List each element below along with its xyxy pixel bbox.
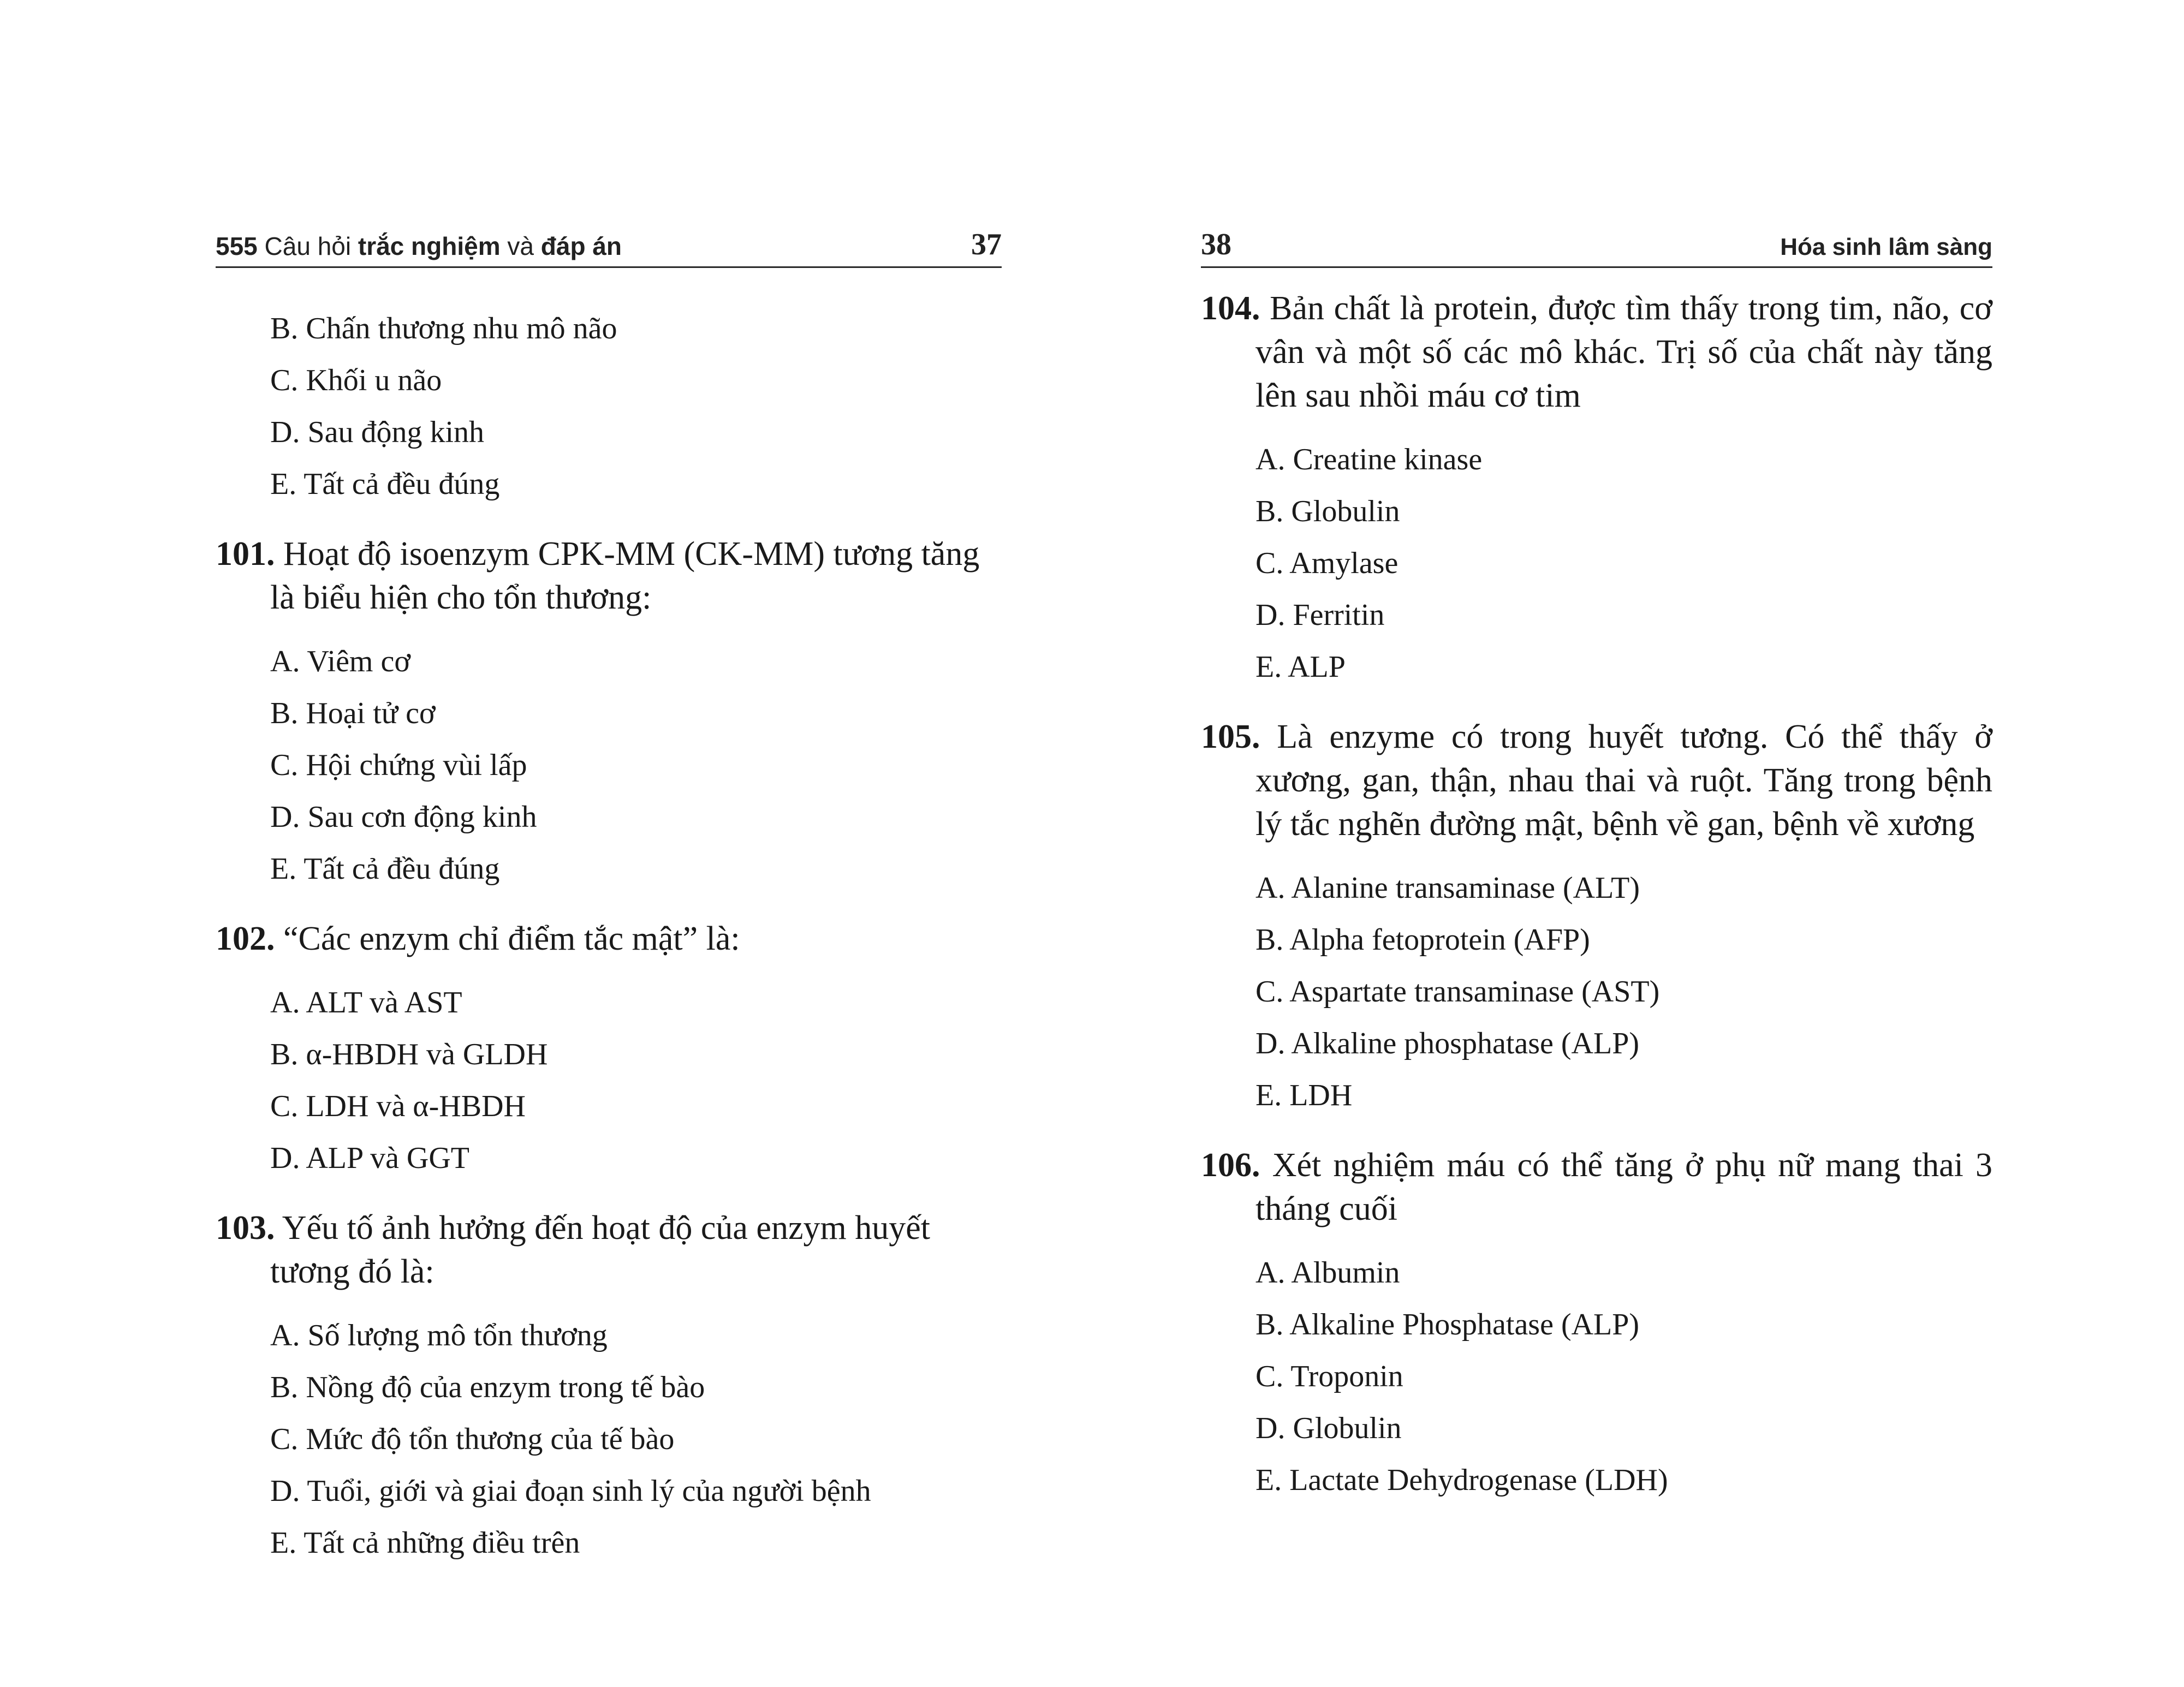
question-number: 101.	[216, 535, 275, 573]
option: A. Albumin	[1255, 1256, 1400, 1290]
question-number: 105.	[1201, 718, 1260, 755]
option: D. Globulin	[1255, 1411, 1402, 1445]
question-101	[216, 532, 1002, 619]
chapter-title: Hóa sinh lâm sàng	[1780, 234, 1992, 260]
question-105	[1201, 715, 1992, 846]
option: D. Alkaline phosphatase (ALP)	[1255, 1027, 1639, 1060]
right-page	[1201, 0, 1992, 1687]
option: E. Tất cả đều đúng	[270, 852, 500, 886]
option: D. ALP và GGT	[270, 1141, 470, 1175]
left-page-content	[216, 303, 1002, 1591]
question-text: Xét nghiệm máu có thể tăng ở phụ nữ mang thai 3 tháng cuối	[1255, 1147, 1993, 1227]
option: B. Hoại tử cơ	[270, 696, 436, 730]
option: A. Alanine transaminase (ALT)	[1255, 871, 1640, 905]
book-title-part: 555	[216, 232, 258, 260]
option: E. Tất cả đều đúng	[270, 467, 500, 501]
question-text: Bản chất là protein, được tìm thấy trong tim, não, cơ vân và một số các mô khác. Trị số của chất này tăng lên sau nhồi máu cơ tim	[1255, 290, 1993, 414]
option: A. Số lượng mô tổn thương	[270, 1319, 608, 1352]
question-text: Là enzyme có trong huyết tương. Có thể thấy ở xương, gan, thận, nhau thai và ruột. Tăng trong bệnh lý tắc nghẽn đường mật, bệnh về gan, bệnh về xương	[1255, 718, 1992, 843]
option: D. Tuổi, giới và giai đoạn sinh lý của người bệnh	[270, 1474, 871, 1508]
question-number: 104.	[1201, 290, 1260, 327]
question-106	[1201, 1143, 1992, 1231]
option: A. Viêm cơ	[270, 645, 410, 678]
question-106-options	[1201, 1247, 1992, 1506]
right-page-header	[1201, 223, 1992, 268]
question-number: 103.	[216, 1209, 275, 1247]
option: D. Sau động kinh	[270, 415, 484, 449]
left-page	[216, 0, 1002, 1687]
option: B. Chấn thương nhu mô não	[270, 312, 617, 345]
question-number: 106.	[1201, 1147, 1260, 1184]
option: E. Lactate Dehydrogenase (LDH)	[1255, 1463, 1668, 1497]
option: C. LDH và α-HBDH	[270, 1089, 526, 1123]
question-105-options	[1201, 862, 1992, 1122]
book-title-part: và	[500, 232, 541, 260]
option: A. Creatine kinase	[1255, 443, 1483, 476]
option: D. Ferritin	[1255, 598, 1385, 632]
book-title	[216, 231, 622, 261]
option: E. LDH	[1255, 1078, 1353, 1112]
continued-options	[216, 303, 1002, 510]
left-page-header	[216, 223, 1002, 268]
book-title-part: Câu hỏi	[257, 232, 358, 260]
option: C. Amylase	[1255, 546, 1399, 580]
question-text: “Các enzym chỉ điểm tắc mật” là:	[283, 920, 740, 957]
question-103-options	[216, 1310, 1002, 1569]
option: A. ALT và AST	[270, 986, 462, 1020]
option: B. α-HBDH và GLDH	[270, 1038, 548, 1071]
option: B. Alkaline Phosphatase (ALP)	[1255, 1308, 1640, 1342]
question-102	[216, 917, 1002, 961]
option: C. Mức độ tổn thương của tế bào	[270, 1422, 675, 1456]
option: E. ALP	[1255, 650, 1346, 684]
question-104-options	[1201, 434, 1992, 693]
page-number: 38	[1201, 228, 1231, 261]
right-page-content	[1201, 287, 1992, 1528]
option: E. Tất cả những điều trên	[270, 1526, 580, 1560]
option: D. Sau cơn động kinh	[270, 800, 537, 834]
question-104	[1201, 287, 1992, 418]
question-103	[216, 1206, 1002, 1293]
question-101-options	[216, 636, 1002, 895]
option: B. Nồng độ của enzym trong tế bào	[270, 1370, 705, 1404]
option: C. Troponin	[1255, 1360, 1403, 1393]
option: B. Globulin	[1255, 494, 1400, 528]
option: C. Aspartate transaminase (AST)	[1255, 975, 1660, 1009]
option: C. Khối u não	[270, 363, 442, 397]
question-number: 102.	[216, 920, 275, 957]
question-102-options	[216, 977, 1002, 1184]
option: C. Hội chứng vùi lấp	[270, 748, 527, 782]
book-title-part: trắc nghiệm	[358, 232, 501, 260]
page-number: 37	[971, 228, 1002, 261]
book-title-part: đáp án	[540, 232, 622, 260]
question-text: Yếu tố ảnh hưởng đến hoạt độ của enzym huyết tương đó là:	[270, 1209, 930, 1290]
question-text: Hoạt độ isoenzym CPK-MM (CK-MM) tương tăng là biểu hiện cho tổn thương:	[270, 535, 980, 616]
option: B. Alpha fetoprotein (AFP)	[1255, 923, 1590, 957]
